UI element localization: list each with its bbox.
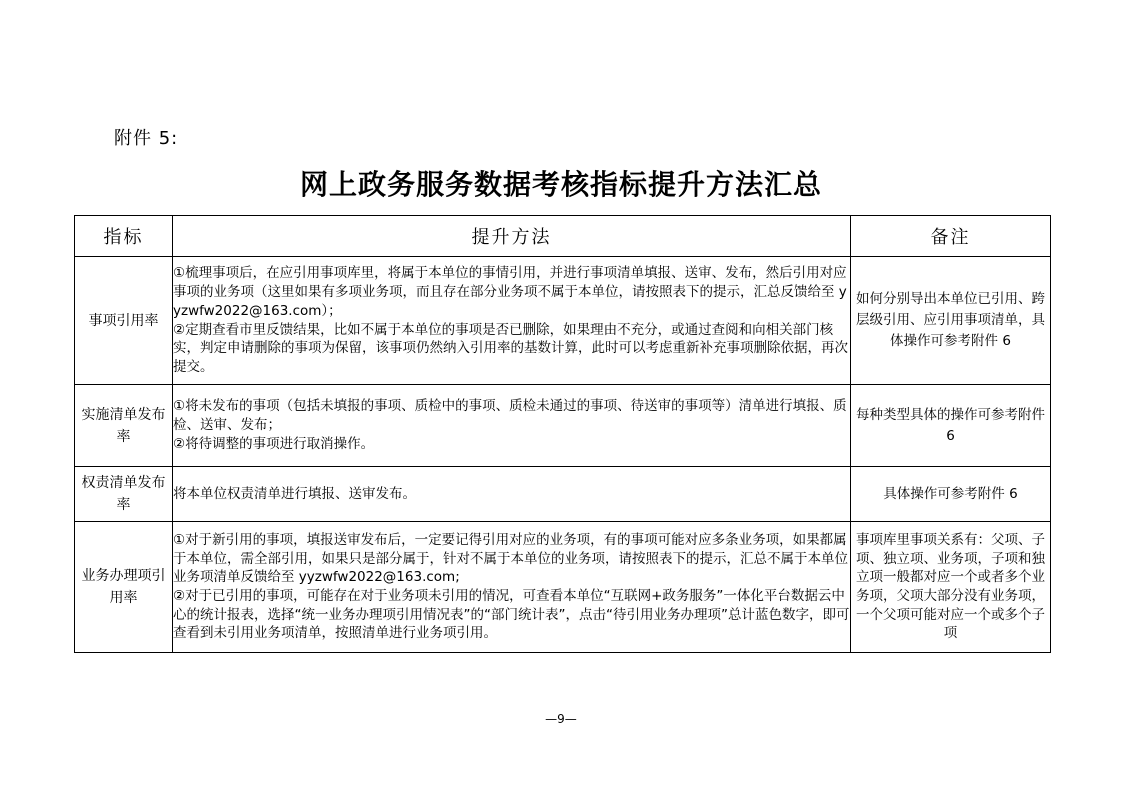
table-row bbox=[75, 385, 1051, 467]
table-row bbox=[75, 522, 1051, 653]
method-cell: ①将未发布的事项（包括未填报的事项、质检中的事项、质检未通过的事项、待送审的事项等）清单进行填报、质检、送审、发布； ②将待调整的事项进行取消操作。 bbox=[173, 385, 851, 467]
indicator-cell: 事项引用率 bbox=[75, 257, 173, 385]
table-row bbox=[75, 467, 1051, 522]
document-title: 网上政务服务数据考核指标提升方法汇总 bbox=[299, 168, 822, 201]
header-indicator: 指标 bbox=[75, 216, 173, 257]
header-note: 备注 bbox=[851, 216, 1051, 257]
table-row bbox=[75, 257, 1051, 385]
header-method: 提升方法 bbox=[173, 216, 851, 257]
table-header-row bbox=[75, 216, 1051, 257]
method-cell: ①对于新引用的事项，填报送审发布后，一定要记得引用对应的业务项，有的事项可能对应多条业务项，如果都属于本单位，需全部引用，如果只是部分属于，针对不属于本单位的业务项，请按照表下的提示，汇总不属于本单位业务项清单反馈给至 yyzwfw2022@163.com; ②对于已引用的事项，可能存在对于业务项未引用的情况，可查看本单位“互联网+政务服务”一体化平台数据云中心的统计报表，选择“统一业务办理项引用情况表”的“部门统计表”，点击“待引用业务办理项”总计蓝色数字，即可查看到未引用业务项清单，按照清单进行业务项引用。 bbox=[173, 522, 851, 653]
note-cell: 如何分别导出本单位已引用、跨层级引用、应引用事项清单，具体操作可参考附件 6 bbox=[851, 257, 1051, 385]
note-cell: 事项库里事项关系有：父项、子项、独立项、业务项，子项和独立项一般都对应一个或者多个业务项，父项大部分没有业务项，一个父项可能对应一个或多个子项 bbox=[851, 522, 1051, 653]
indicator-cell: 实施清单发布率 bbox=[75, 385, 173, 467]
page-number: —9— bbox=[545, 712, 577, 726]
indicator-cell: 权责清单发布率 bbox=[75, 467, 173, 522]
note-cell: 每种类型具体的操作可参考附件 6 bbox=[851, 385, 1051, 467]
indicator-cell: 业务办理项引用率 bbox=[75, 522, 173, 653]
method-cell: ①梳理事项后，在应引用事项库里，将属于本单位的事情引用，并进行事项清单填报、送审、发布，然后引用对应事项的业务项（这里如果有多项业务项，而且存在部分业务项不属于本单位，请按照表下的提示，汇总反馈给至 yyzwfw2022@163.com）； ②定期查看市里反馈结果，比如不属于本单位的事项是否已删除，如果理由不充分，或通过查阅和向相关部门核实，判定申请删除的事项为保留，该事项仍然纳入引用率的基数计算，此时可以考虑重新补充事项删除依据，再次提交。 bbox=[173, 257, 851, 385]
method-cell: 将本单位权责清单进行填报、送审发布。 bbox=[173, 467, 851, 522]
attachment-label: 附件 5: bbox=[114, 128, 179, 149]
methods-table bbox=[74, 215, 1051, 653]
note-cell: 具体操作可参考附件 6 bbox=[851, 467, 1051, 522]
